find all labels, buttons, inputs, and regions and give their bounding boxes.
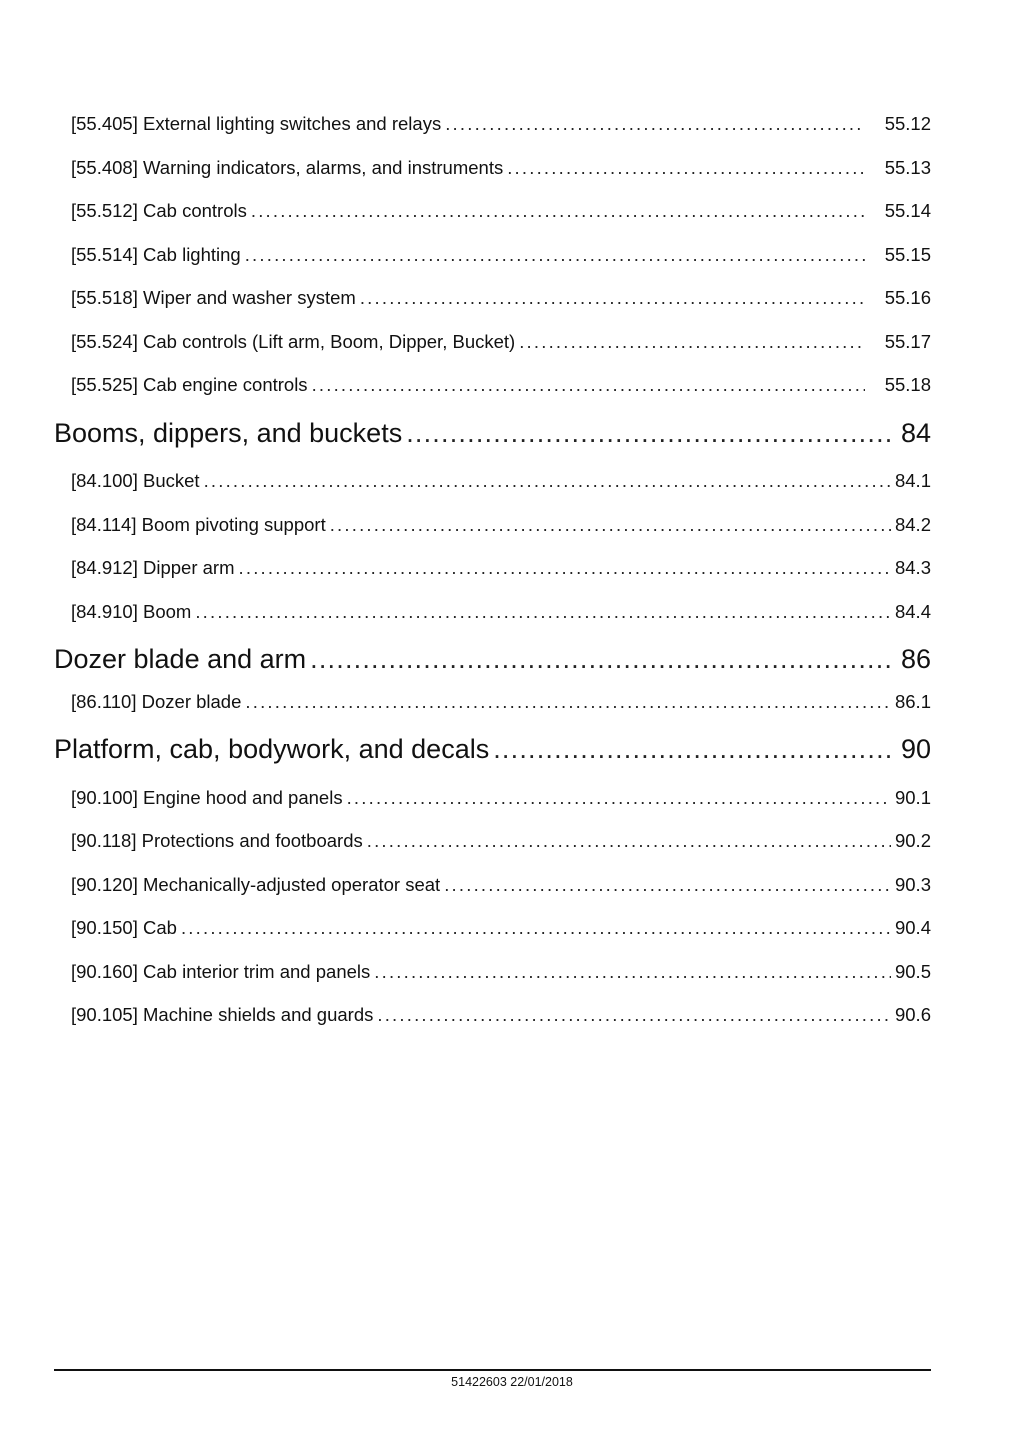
toc-entry-label: [84.114] Boom pivoting support xyxy=(71,514,326,535)
toc-entry[interactable] xyxy=(71,874,931,896)
toc-entry-page: 90.2 xyxy=(894,830,931,851)
dot-leader xyxy=(245,691,891,713)
toc-entry[interactable] xyxy=(71,787,931,809)
toc-entry[interactable] xyxy=(71,601,931,623)
dot-leader xyxy=(245,244,865,266)
toc-entry-label: [90.118] Protections and footboards xyxy=(71,830,363,851)
toc-entry-page: 90.4 xyxy=(894,917,931,938)
toc-entry-page: 90.5 xyxy=(894,961,931,982)
toc-entry[interactable] xyxy=(71,514,931,536)
toc-entry-label: [90.150] Cab xyxy=(71,917,177,938)
dot-leader xyxy=(330,514,891,536)
toc-entry-page: 84.4 xyxy=(894,601,931,622)
dot-leader xyxy=(367,830,891,852)
toc-entry-label: [55.514] Cab lighting xyxy=(71,244,241,265)
toc-entry[interactable] xyxy=(71,691,931,713)
toc-entry[interactable] xyxy=(71,830,931,852)
footer-doc-reference: 51422603 22/01/2018 xyxy=(451,1375,573,1389)
toc-section-title: Booms, dippers, and buckets xyxy=(54,418,403,448)
toc-section-page: 84 xyxy=(900,418,931,448)
toc-entry-page: 86.1 xyxy=(894,691,931,712)
toc-entry[interactable] xyxy=(71,200,931,222)
toc-entry-page: 84.2 xyxy=(894,514,931,535)
toc-entry-label: [84.100] Bucket xyxy=(71,470,200,491)
toc-entry-label: [90.120] Mechanically-adjusted operator seat xyxy=(71,874,441,895)
toc-section-page: 86 xyxy=(900,644,931,674)
toc-section-title: Platform, cab, bodywork, and decals xyxy=(54,734,490,764)
toc-entry-page: 90.6 xyxy=(894,1004,931,1025)
dot-leader xyxy=(181,917,891,939)
dot-leader xyxy=(360,287,865,309)
toc-entry-label: [90.105] Machine shields and guards xyxy=(71,1004,374,1025)
toc-entry-page: 55.13 xyxy=(884,157,931,178)
toc-entry[interactable] xyxy=(71,244,931,266)
toc-entry[interactable] xyxy=(71,470,931,492)
dot-leader xyxy=(445,113,865,135)
toc-entry-page: 84.1 xyxy=(894,470,931,491)
toc-entry-page: 90.1 xyxy=(894,787,931,808)
toc-section-title: Dozer blade and arm xyxy=(54,644,307,674)
toc-entry-page: 90.3 xyxy=(894,874,931,895)
dot-leader xyxy=(374,961,891,983)
toc-entry-page: 84.3 xyxy=(894,557,931,578)
dot-leader xyxy=(444,874,891,896)
toc-entry[interactable] xyxy=(71,374,931,396)
toc-entry-label: [86.110] Dozer blade xyxy=(71,691,242,712)
toc-entry-label: [55.405] External lighting switches and relays xyxy=(71,113,442,134)
dot-leader xyxy=(377,1004,891,1026)
toc-entry-label: [55.525] Cab engine controls xyxy=(71,374,308,395)
toc-entry-page: 55.18 xyxy=(884,374,931,395)
toc-entry-label: [55.408] Warning indicators, alarms, and instruments xyxy=(71,157,504,178)
dot-leader xyxy=(493,734,895,765)
dot-leader xyxy=(310,644,895,675)
toc-entry[interactable] xyxy=(71,1004,931,1026)
dot-leader xyxy=(406,418,895,449)
toc-entry-page: 55.17 xyxy=(884,331,931,352)
dot-leader xyxy=(204,470,891,492)
toc-entry-label: [90.100] Engine hood and panels xyxy=(71,787,343,808)
toc-entry[interactable] xyxy=(71,113,931,135)
dot-leader xyxy=(251,200,865,222)
toc-entry[interactable] xyxy=(71,961,931,983)
toc-entry-label: [84.910] Boom xyxy=(71,601,192,622)
dot-leader xyxy=(347,787,891,809)
dot-leader xyxy=(195,601,891,623)
toc-entry[interactable] xyxy=(71,157,931,179)
dot-leader xyxy=(239,557,891,579)
toc-entry-page: 55.14 xyxy=(884,200,931,221)
dot-leader xyxy=(507,157,865,179)
toc-section-dozer-blade-arm[interactable] xyxy=(54,644,931,675)
toc-entry-label: [55.518] Wiper and washer system xyxy=(71,287,356,308)
dot-leader xyxy=(312,374,865,396)
toc-section-platform-cab-bodywork-decals[interactable] xyxy=(54,734,931,765)
toc-entry-label: [55.512] Cab controls xyxy=(71,200,247,221)
toc-section-booms-dippers-buckets[interactable] xyxy=(54,418,931,449)
toc-section-page: 90 xyxy=(900,734,931,764)
toc-entry-page: 55.16 xyxy=(884,287,931,308)
toc-entry[interactable] xyxy=(71,557,931,579)
toc-entry-label: [90.160] Cab interior trim and panels xyxy=(71,961,371,982)
toc-entry-page: 55.15 xyxy=(884,244,931,265)
toc-entry[interactable] xyxy=(71,331,931,353)
toc-entry-label: [55.524] Cab controls (Lift arm, Boom, Dipper, Bucket) xyxy=(71,331,516,352)
dot-leader xyxy=(519,331,865,353)
toc-entry[interactable] xyxy=(71,287,931,309)
toc-entry[interactable] xyxy=(71,917,931,939)
toc-entry-page: 55.12 xyxy=(884,113,931,134)
toc-entry-label: [84.912] Dipper arm xyxy=(71,557,235,578)
footer-divider xyxy=(54,1369,931,1371)
